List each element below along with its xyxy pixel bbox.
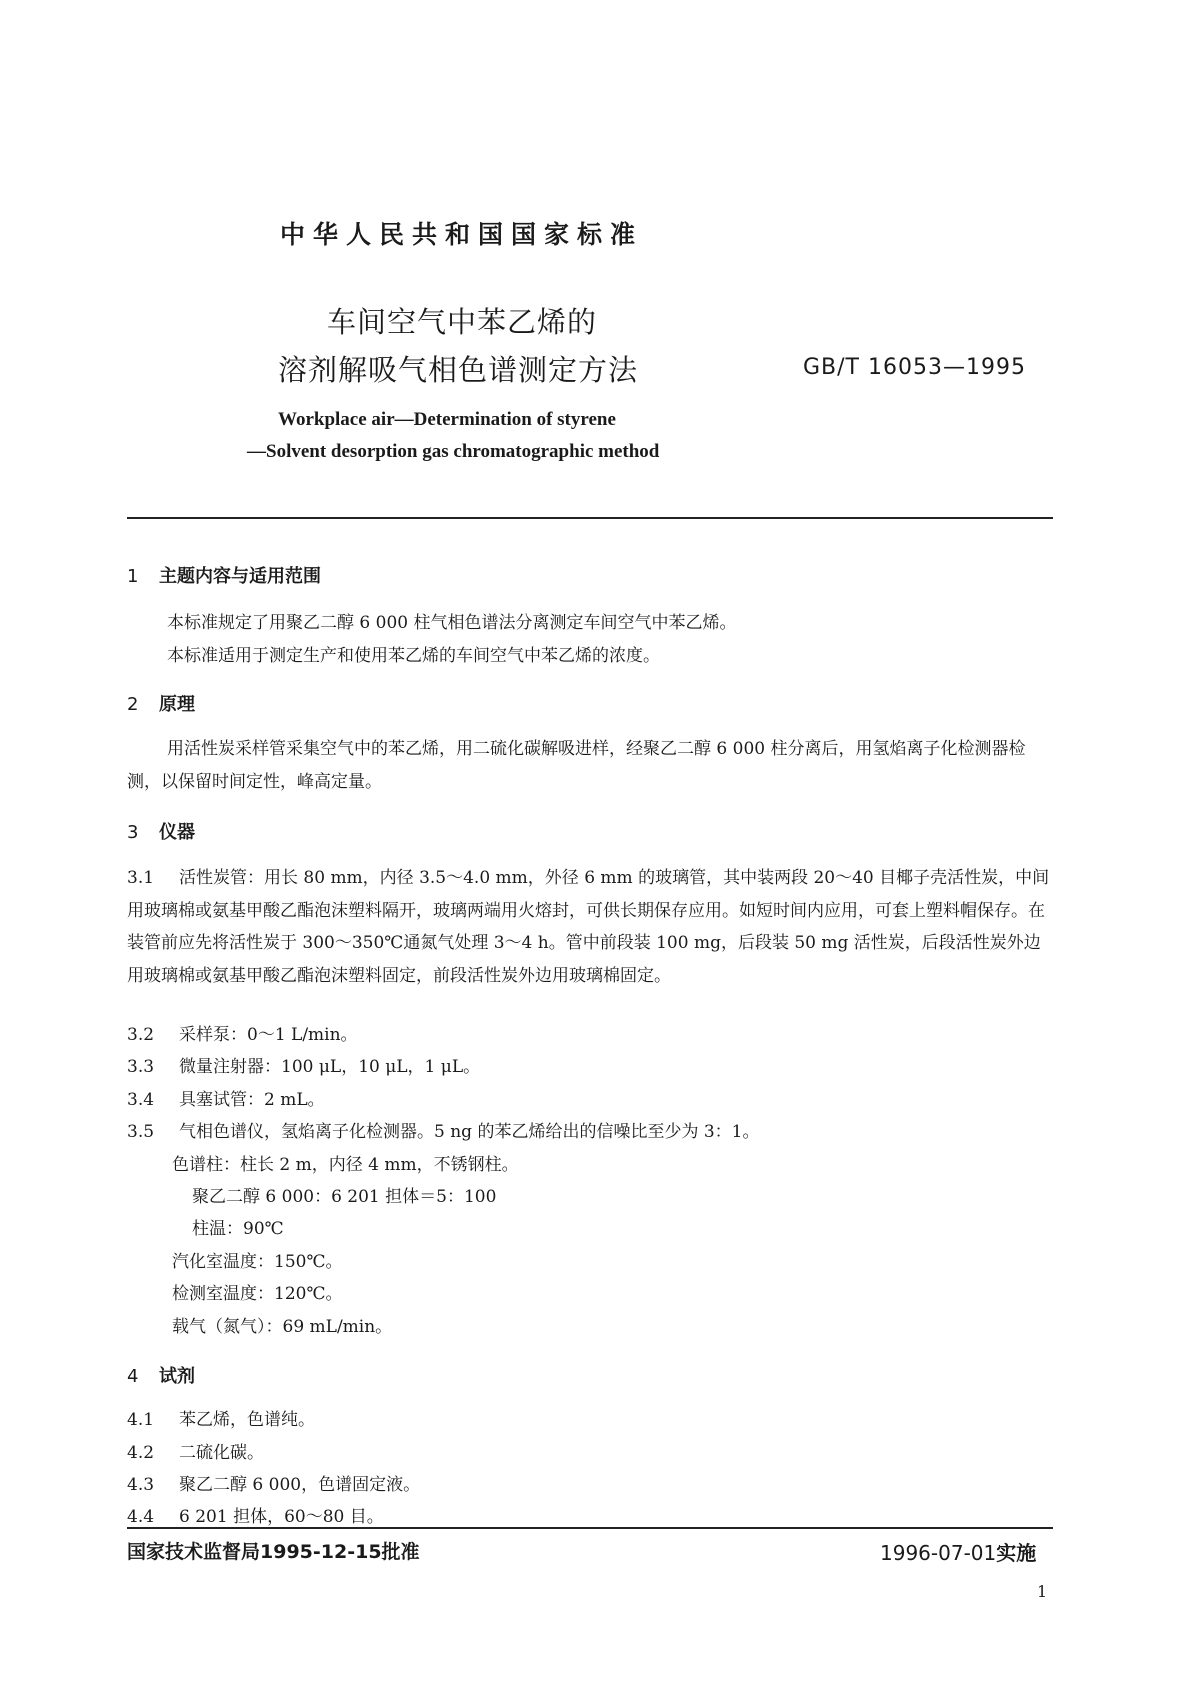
- section-title: 主题内容与适用范围: [159, 566, 321, 587]
- item-number: 3.2: [127, 1025, 155, 1045]
- section-4-heading: [127, 1362, 195, 1388]
- gc-carrier-gas: 载气（氮气）：69 mL/min。: [172, 1317, 393, 1337]
- effective-line: [880, 1537, 1036, 1566]
- item-text: 二硫化碳。: [179, 1443, 264, 1463]
- title-cn-line2: 溶剂解吸气相色谱测定方法: [278, 353, 639, 387]
- section-1-para-2: 本标准适用于测定生产和使用苯乙烯的车间空气中苯乙烯的浓度。: [167, 646, 660, 666]
- section-2-para: 用活性炭采样管采集空气中的苯乙烯，用二硫化碳解吸进样，经聚乙二醇 6 000 柱分离后，用氢焰离子化检测器检测，以保留时间定性，峰高定量。: [127, 739, 1026, 792]
- item-text: 气相色谱仪，氢焰离子化检测器。5 ng 的苯乙烯给出的信噪比至少为 3：1。: [179, 1122, 760, 1142]
- item-text: 采样泵：0～1 L/min。: [179, 1025, 358, 1045]
- section-1-para-1: 本标准规定了用聚乙二醇 6 000 柱气相色谱法分离测定车间空气中苯乙烯。: [167, 613, 737, 633]
- page-number: 1: [1037, 1582, 1048, 1601]
- item-3-5: [127, 1117, 760, 1142]
- gc-column-temp: 柱温：90℃: [192, 1219, 284, 1239]
- item-number: 4.2: [127, 1443, 155, 1463]
- item-text: 活性炭管：用长 80 mm，内径 3.5～4.0 mm，外径 6 mm 的玻璃管，其中装两段 20～40 目椰子壳活性炭，中间用玻璃棉或氨基甲酸乙酯泡沫塑料隔开，玻璃两端用火熔封，可供长期保存应用。如短时间内应用，可套上塑料帽保存。在装管前应先将活性炭于 300～350℃通氮气处理 3～4 h。管中前段装 100 mg，后段装 50 mg 活性炭，后段活性炭外边用玻璃棉或氨基甲酸乙酯泡沫塑料固定，前段活性炭外边用玻璃棉固定。: [127, 868, 1050, 986]
- section-number: 1: [127, 566, 139, 587]
- section-title: 试剂: [159, 1366, 195, 1387]
- item-number: 3.1: [127, 868, 155, 888]
- item-number: 4.1: [127, 1410, 155, 1430]
- section-title: 原理: [159, 694, 195, 715]
- title-cn-line1: 车间空气中苯乙烯的: [327, 305, 598, 339]
- standard-type-heading: 中华人民共和国国家标准: [280, 220, 644, 249]
- gc-stationary-phase: 聚乙二醇 6 000：6 201 担体＝5：100: [192, 1187, 497, 1207]
- item-3-1: [127, 862, 1057, 992]
- section-1-heading: [127, 562, 321, 588]
- item-3-4: [127, 1085, 325, 1110]
- approval-line: 国家技术监督局1995-12-15批准: [127, 1541, 420, 1563]
- item-number: 3.3: [127, 1057, 155, 1077]
- item-number: 4.4: [127, 1507, 155, 1527]
- item-4-2: [127, 1438, 264, 1463]
- item-3-2: [127, 1020, 358, 1045]
- gc-column: 色谱柱：柱长 2 m，内径 4 mm，不锈钢柱。: [172, 1155, 519, 1175]
- item-text: 聚乙二醇 6 000，色谱固定液。: [179, 1475, 421, 1495]
- item-number: 3.5: [127, 1122, 155, 1142]
- item-number: 4.3: [127, 1475, 155, 1495]
- header-divider: [127, 517, 1053, 519]
- section-number: 3: [127, 822, 139, 843]
- item-4-1: [127, 1405, 315, 1430]
- item-4-3: [127, 1470, 420, 1495]
- section-number: 4: [127, 1366, 139, 1387]
- footer-divider: [127, 1527, 1053, 1529]
- section-title: 仪器: [159, 822, 195, 843]
- gc-vaporizer-temp: 汽化室温度：150℃。: [172, 1252, 343, 1272]
- gc-detector-temp: 检测室温度：120℃。: [172, 1284, 343, 1304]
- item-text: 具塞试管：2 mL。: [179, 1090, 325, 1110]
- title-en-line1: Workplace air—Determination of styrene: [278, 409, 616, 430]
- item-3-3: [127, 1052, 480, 1077]
- item-text: 苯乙烯，色谱纯。: [179, 1410, 315, 1430]
- item-number: 3.4: [127, 1090, 155, 1110]
- effective-label: 实施: [996, 1541, 1037, 1565]
- standard-number: GB/T 16053—1995: [803, 355, 1026, 380]
- section-3-heading: [127, 818, 195, 844]
- item-text: 微量注射器：100 μL，10 μL，1 μL。: [179, 1057, 481, 1077]
- effective-date: 1996-07-01: [880, 1541, 997, 1565]
- item-text: 6 201 担体，60～80 目。: [179, 1507, 384, 1527]
- section-2-heading: [127, 690, 195, 716]
- title-en-line2: —Solvent desorption gas chromatographic method: [247, 441, 660, 462]
- item-4-4: [127, 1502, 384, 1527]
- section-number: 2: [127, 694, 139, 715]
